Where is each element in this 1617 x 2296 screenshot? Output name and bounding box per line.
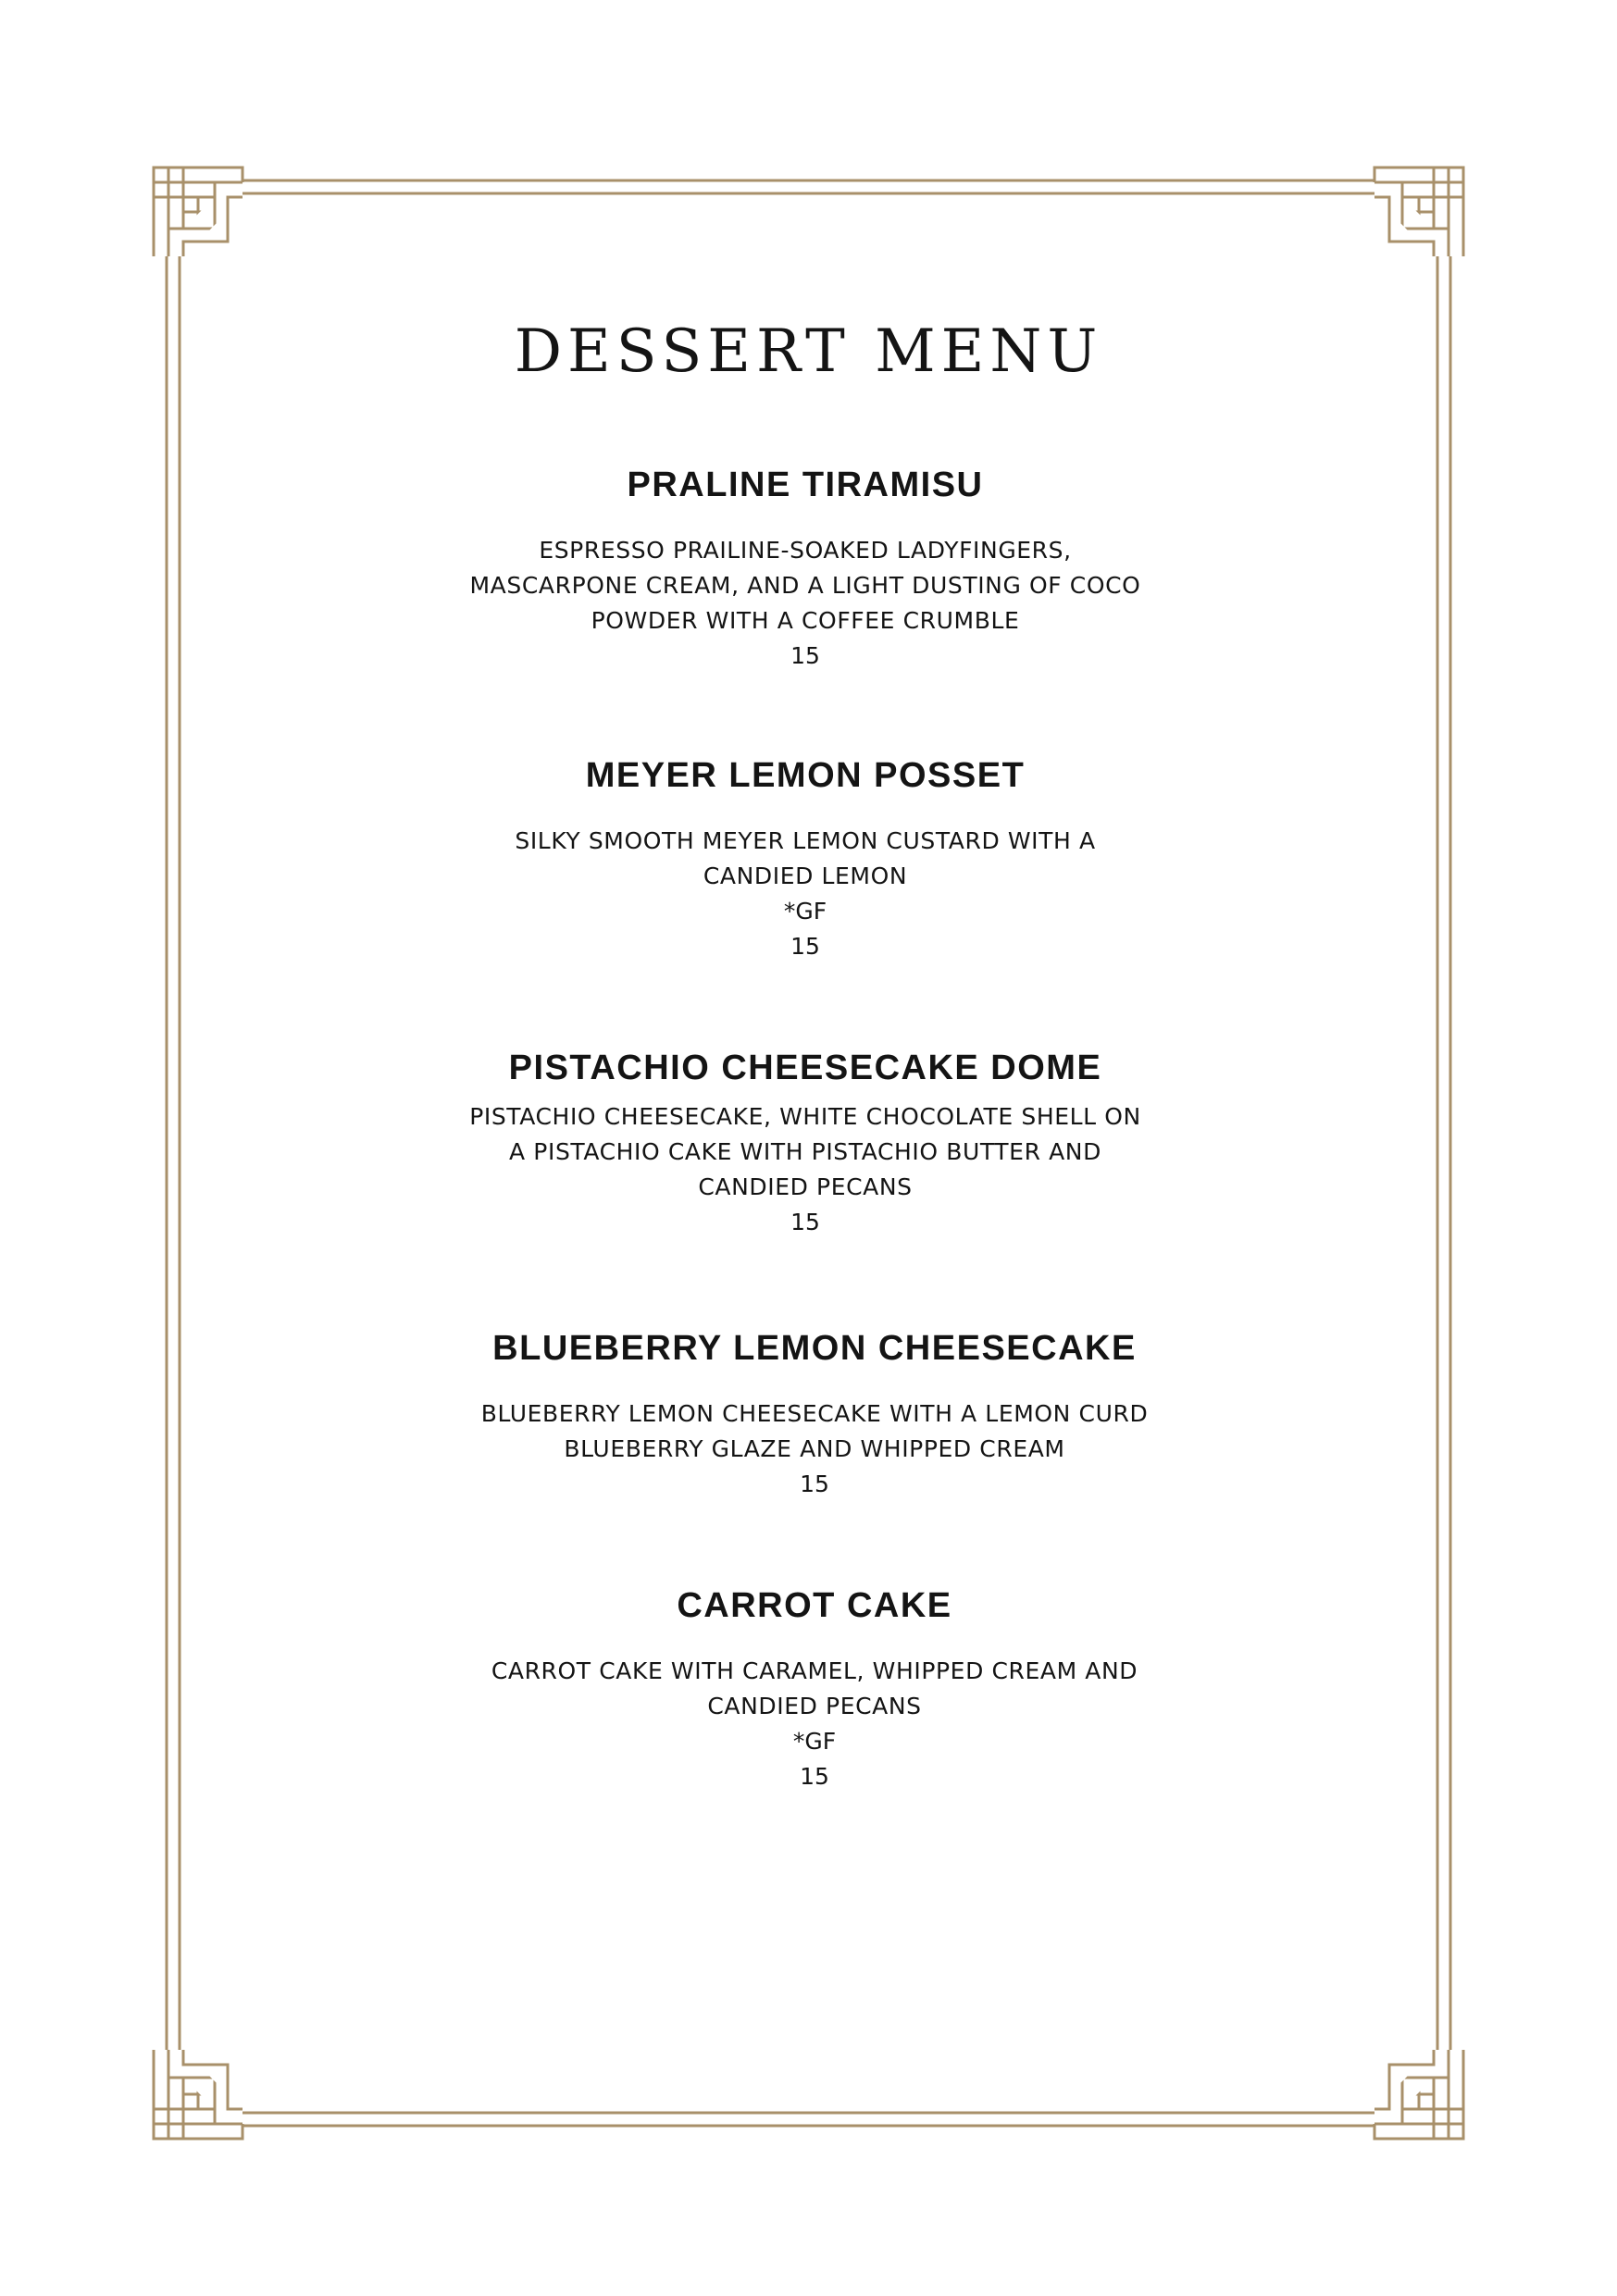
description-line: A PISTACHIO CAKE WITH PISTACHIO BUTTER AND: [509, 1138, 1101, 1165]
menu-item-name: CARROT CAKE: [677, 1586, 952, 1625]
menu-item: [444, 1583, 1185, 1794]
menu-item-dietary-note: *GF: [792, 1728, 837, 1755]
description-line: ESPRESSO PRAILINE-SOAKED LADYFINGERS,: [539, 537, 1072, 564]
description-line: BLUEBERRY LEMON CHEESECAKE WITH A LEMON CURD: [480, 1400, 1149, 1427]
menu-item: [435, 753, 1175, 964]
menu-item-price: 15: [790, 1209, 820, 1235]
menu-item-price: 15: [800, 1471, 829, 1497]
menu-item-name: BLUEBERRY LEMON CHEESECAKE: [492, 1329, 1137, 1368]
menu-item: [444, 1326, 1185, 1502]
corner-ornament-bottom-right: [1374, 2050, 1465, 2141]
description-line: BLUEBERRY GLAZE AND WHIPPED CREAM: [564, 1435, 1065, 1462]
description-line: POWDER WITH A COFFEE CRUMBLE: [591, 607, 1020, 634]
corner-ornament-bottom-left: [152, 2050, 243, 2141]
description-line: CANDIED PECANS: [707, 1693, 922, 1719]
menu-item-price: 15: [790, 642, 820, 669]
menu-item-description: [444, 1654, 1185, 1724]
description-line: CANDIED PECANS: [698, 1173, 913, 1200]
description-line: PISTACHIO CHEESECAKE, WHITE CHOCOLATE SHELL ON: [469, 1103, 1141, 1130]
menu-item-description: [435, 824, 1175, 894]
menu-item-dietary-note: *GF: [783, 898, 827, 925]
corner-ornament-top-left: [152, 166, 243, 256]
description-line: CARROT CAKE WITH CARAMEL, WHIPPED CREAM AND: [491, 1657, 1138, 1684]
menu-item-name: PRALINE TIRAMISU: [627, 465, 984, 504]
menu-item-price: 15: [800, 1763, 829, 1790]
description-line: CANDIED LEMON: [703, 863, 908, 889]
menu-item-description: [435, 1099, 1175, 1205]
menu-item-name: MEYER LEMON POSSET: [585, 756, 1026, 795]
description-line: SILKY SMOOTH MEYER LEMON CUSTARD WITH A: [515, 827, 1096, 854]
menu-item-price: 15: [790, 933, 820, 960]
menu-item-description: [444, 1396, 1185, 1467]
description-line: MASCARPONE CREAM, AND A LIGHT DUSTING OF COCO: [469, 572, 1141, 599]
corner-ornament-top-right: [1374, 166, 1465, 256]
menu-item: [435, 1046, 1175, 1240]
menu-title: DESSERT MENU: [514, 317, 1103, 386]
menu-item-name: PISTACHIO CHEESECAKE DOME: [508, 1049, 1102, 1087]
menu-item: [435, 463, 1175, 674]
menu-item-description: [435, 533, 1175, 639]
